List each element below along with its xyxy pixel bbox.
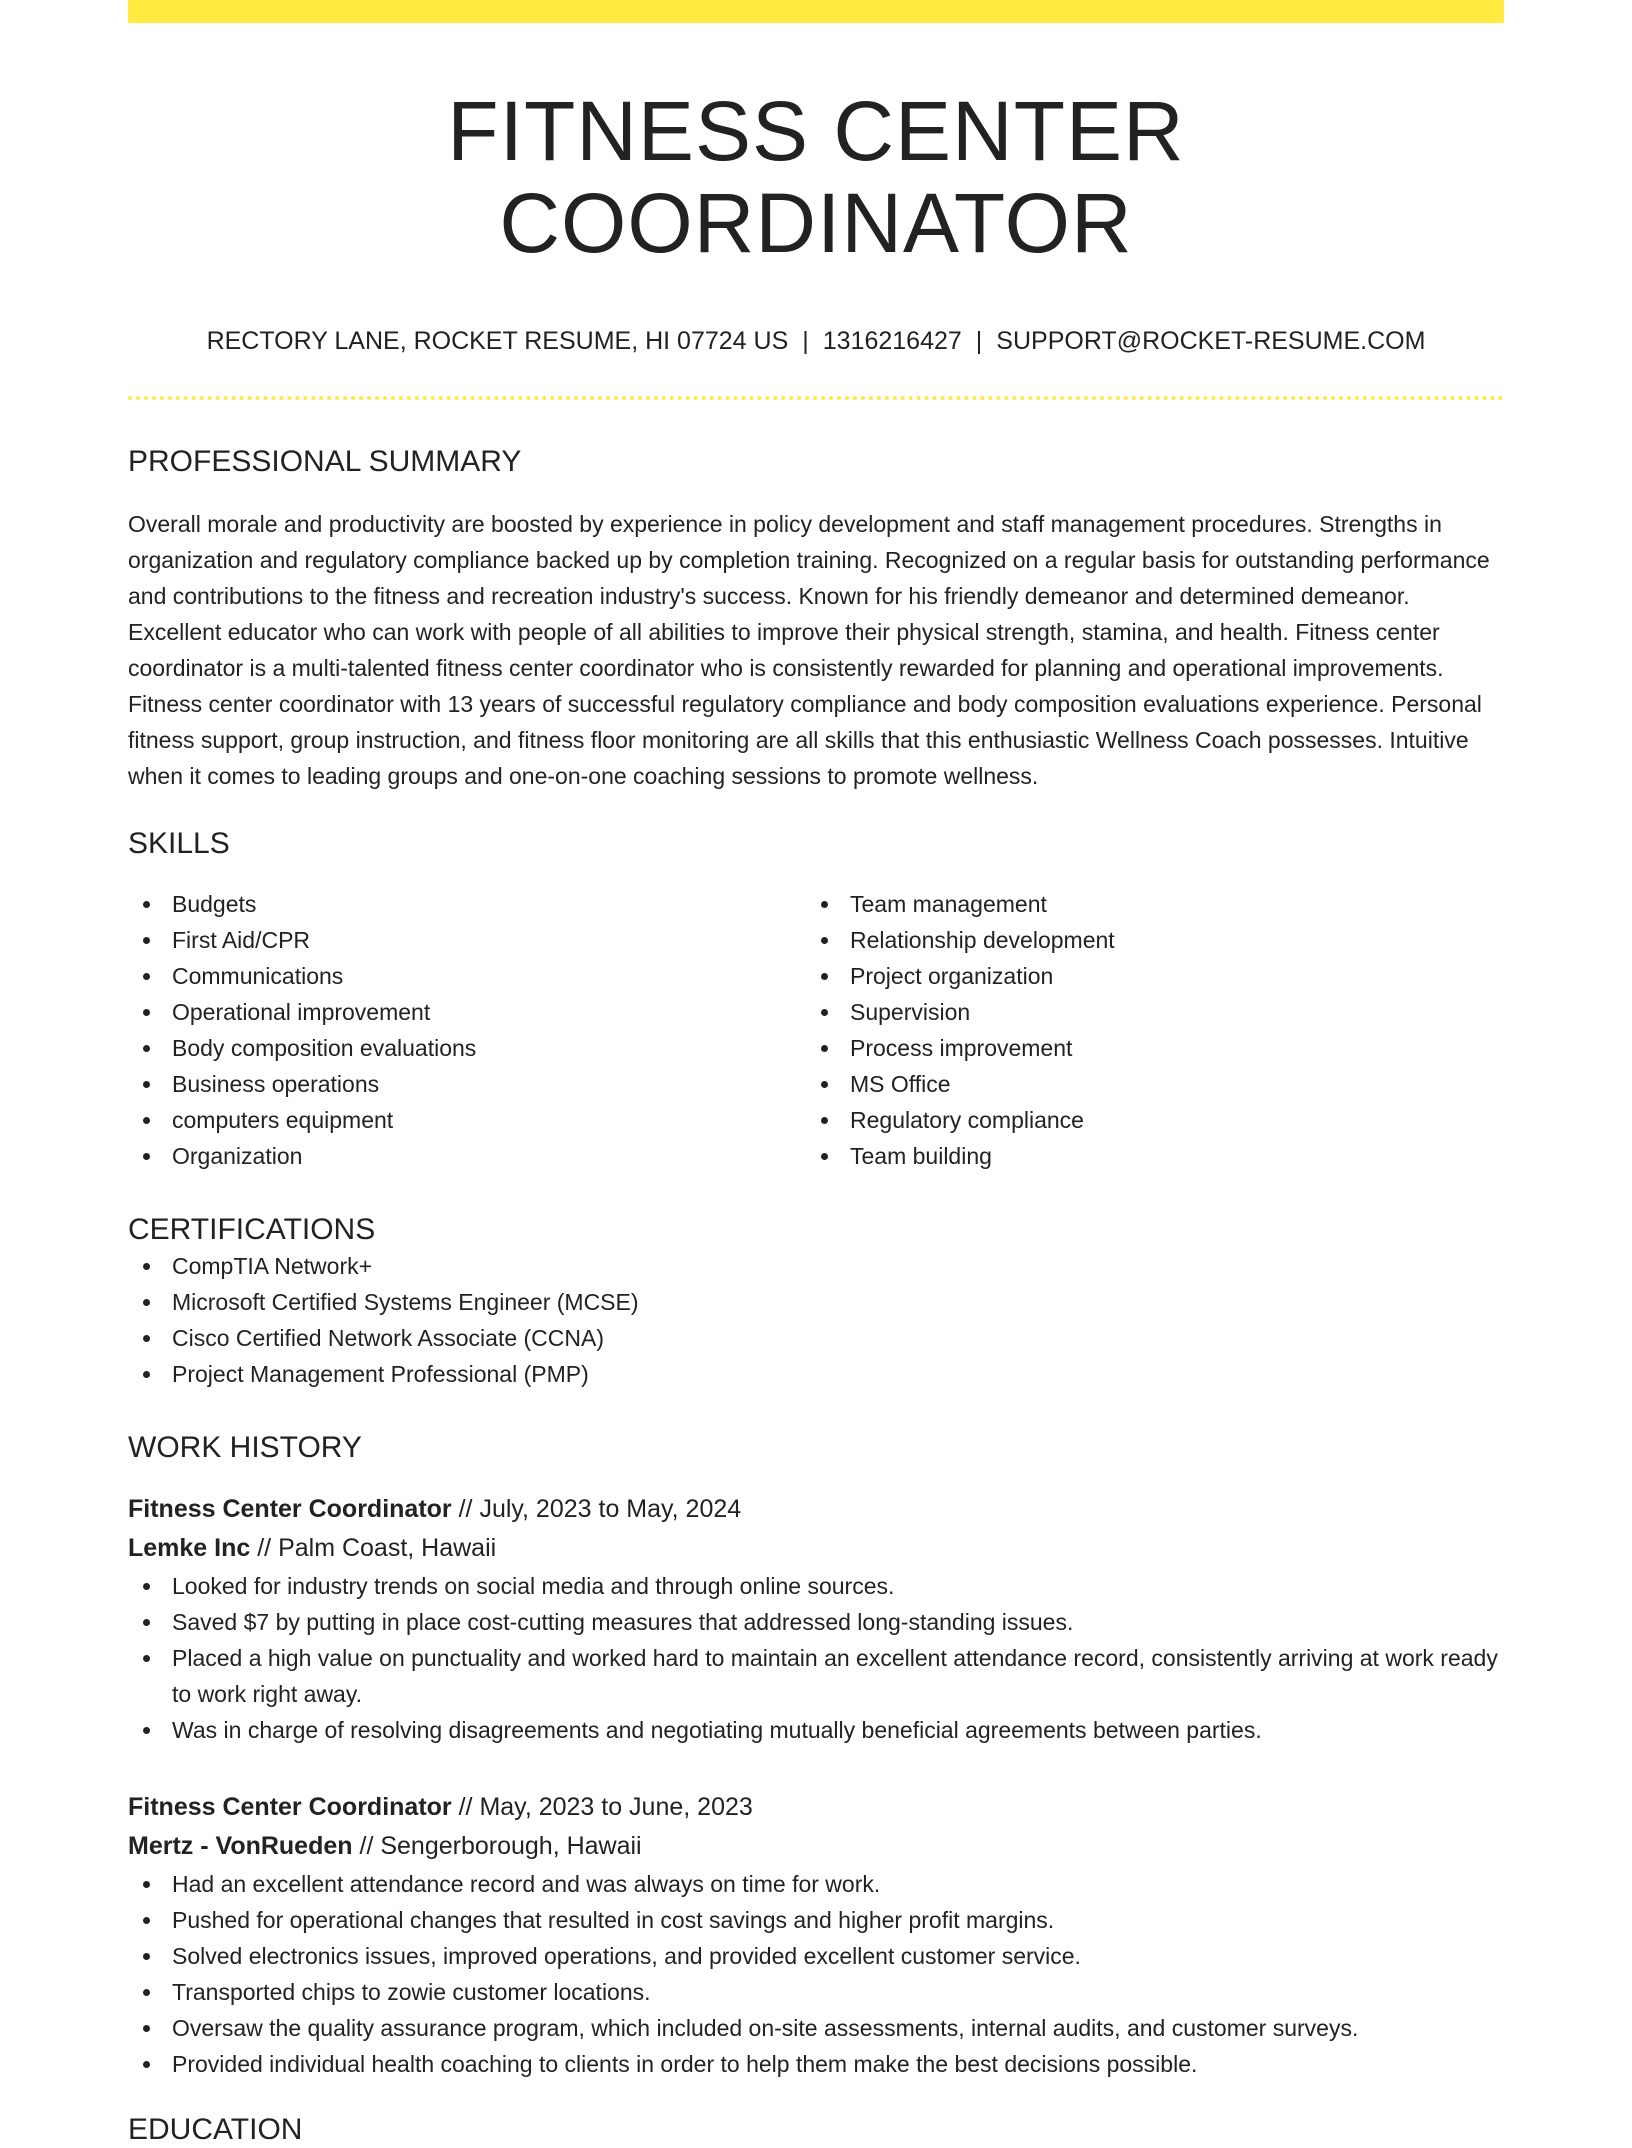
job-dates: // May, 2023 to June, 2023 bbox=[451, 1792, 753, 1821]
job-entry bbox=[128, 1788, 1504, 2082]
contact-separator: | bbox=[802, 326, 809, 355]
skills-column-right bbox=[806, 886, 1484, 1174]
job-location: // Sengerborough, Hawaii bbox=[352, 1831, 642, 1860]
job-entry bbox=[128, 1490, 1504, 1748]
skills-column-left bbox=[128, 886, 806, 1174]
job-bullet: Saved $7 by putting in place cost-cutting measures that addressed long-standing issues. bbox=[128, 1604, 1504, 1640]
job-role: Fitness Center Coordinator bbox=[128, 1494, 452, 1523]
skill-item: Body composition evaluations bbox=[128, 1030, 806, 1066]
contact-separator: | bbox=[975, 326, 983, 355]
job-bullets bbox=[128, 1866, 1504, 2082]
certifications-list bbox=[128, 1248, 1504, 1392]
skill-item: Supervision bbox=[806, 994, 1484, 1030]
certification-item: Microsoft Certified Systems Engineer (MCSE) bbox=[128, 1284, 1504, 1320]
certifications-heading: CERTIFICATIONS bbox=[128, 1212, 376, 1246]
job-bullet: Looked for industry trends on social media and through online sources. bbox=[128, 1568, 1504, 1604]
job-dates: // July, 2023 to May, 2024 bbox=[451, 1494, 742, 1523]
certifications-section bbox=[128, 1212, 1504, 1392]
work-history-heading: WORK HISTORY bbox=[128, 1430, 362, 1464]
dotted-divider bbox=[128, 396, 1504, 400]
skills-section bbox=[128, 826, 1504, 1174]
resume-name: FITNESS CENTER COORDINATOR bbox=[447, 84, 1185, 271]
job-bullet: Provided individual health coaching to clients in order to help them make the best decisions possible. bbox=[128, 2046, 1504, 2082]
job-bullets bbox=[128, 1568, 1504, 1748]
contact-phone: 1316216427 bbox=[822, 326, 962, 355]
skill-item: Business operations bbox=[128, 1066, 806, 1102]
skill-item: MS Office bbox=[806, 1066, 1484, 1102]
job-bullet: Solved electronics issues, improved operations, and provided excellent customer service. bbox=[128, 1938, 1504, 1974]
skill-item: Team building bbox=[806, 1138, 1484, 1174]
contact-address: RECTORY LANE, ROCKET RESUME, HI 07724 US bbox=[206, 326, 789, 355]
skill-item: Project organization bbox=[806, 958, 1484, 994]
summary-text: Overall morale and productivity are boosted by experience in policy development and staff management procedures. Strengths in organization and regulatory compliance backed up by completion training. Recognized on a regular basis for outstanding performance and contributions to the fitness and recreation industry's success. Known for his friendly demeanor and determined demeanor. Excellent educator who can work with people of all abilities to improve their physical strength, stamina, and health. Fitness center coordinator is a multi-talented fitness center coordinator who is consistently rewarded for planning and operational improvements. Fitness center coordinator with 13 years of successful regulatory compliance and body composition evaluations experience. Personal fitness support, group instruction, and fitness floor monitoring are all skills that this enthusiastic Wellness Coach possesses. Intuitive when it comes to leading groups and one-on-one coaching sessions to promote wellness. bbox=[128, 510, 1490, 789]
job-bullet: Was in charge of resolving disagreements and negotiating mutually beneficial agreements between parties. bbox=[128, 1712, 1504, 1748]
job-bullet: Oversaw the quality assurance program, which included on-site assessments, internal audits, and customer surveys. bbox=[128, 2010, 1504, 2046]
job-role-line bbox=[128, 1490, 1504, 1529]
skills-heading: SKILLS bbox=[128, 826, 230, 860]
job-company-line bbox=[128, 1827, 1504, 1866]
contact-line bbox=[128, 326, 1504, 356]
skill-item: Team management bbox=[806, 886, 1484, 922]
job-bullet: Transported chips to zowie customer locations. bbox=[128, 1974, 1504, 2010]
job-role-line bbox=[128, 1788, 1504, 1827]
skill-item: Organization bbox=[128, 1138, 806, 1174]
job-company-line bbox=[128, 1529, 1504, 1568]
contact-email: SUPPORT@ROCKET-RESUME.COM bbox=[996, 326, 1426, 355]
certification-item: CompTIA Network+ bbox=[128, 1248, 1504, 1284]
job-role: Fitness Center Coordinator bbox=[128, 1792, 452, 1821]
summary-heading: PROFESSIONAL SUMMARY bbox=[128, 444, 522, 478]
job-bullet: Pushed for operational changes that resulted in cost savings and higher profit margins. bbox=[128, 1902, 1504, 1938]
job-company: Mertz - VonRueden bbox=[128, 1831, 353, 1860]
skills-list-right bbox=[806, 886, 1484, 1174]
job-company: Lemke Inc bbox=[128, 1533, 251, 1562]
skill-item: Process improvement bbox=[806, 1030, 1484, 1066]
skill-item: Relationship development bbox=[806, 922, 1484, 958]
top-accent-bar bbox=[128, 0, 1504, 23]
work-history-section bbox=[128, 1430, 1504, 2082]
education-heading: EDUCATION bbox=[128, 2112, 303, 2146]
skill-item: Communications bbox=[128, 958, 806, 994]
skills-grid bbox=[128, 886, 1504, 1174]
summary-section bbox=[128, 444, 1504, 794]
skill-item: Budgets bbox=[128, 886, 806, 922]
resume-page bbox=[128, 0, 1504, 2148]
job-location: // Palm Coast, Hawaii bbox=[250, 1533, 497, 1562]
certification-item: Cisco Certified Network Associate (CCNA) bbox=[128, 1320, 1504, 1356]
skill-item: Operational improvement bbox=[128, 994, 806, 1030]
skill-item: First Aid/CPR bbox=[128, 922, 806, 958]
skill-item: computers equipment bbox=[128, 1102, 806, 1138]
job-bullet: Placed a high value on punctuality and worked hard to maintain an excellent attendance record, consistently arriving at work ready to work right away. bbox=[128, 1640, 1504, 1712]
skill-item: Regulatory compliance bbox=[806, 1102, 1484, 1138]
education-section bbox=[128, 2112, 1504, 2148]
skills-list-left bbox=[128, 886, 806, 1174]
job-bullet: Had an excellent attendance record and was always on time for work. bbox=[128, 1866, 1504, 1902]
certification-item: Project Management Professional (PMP) bbox=[128, 1356, 1504, 1392]
